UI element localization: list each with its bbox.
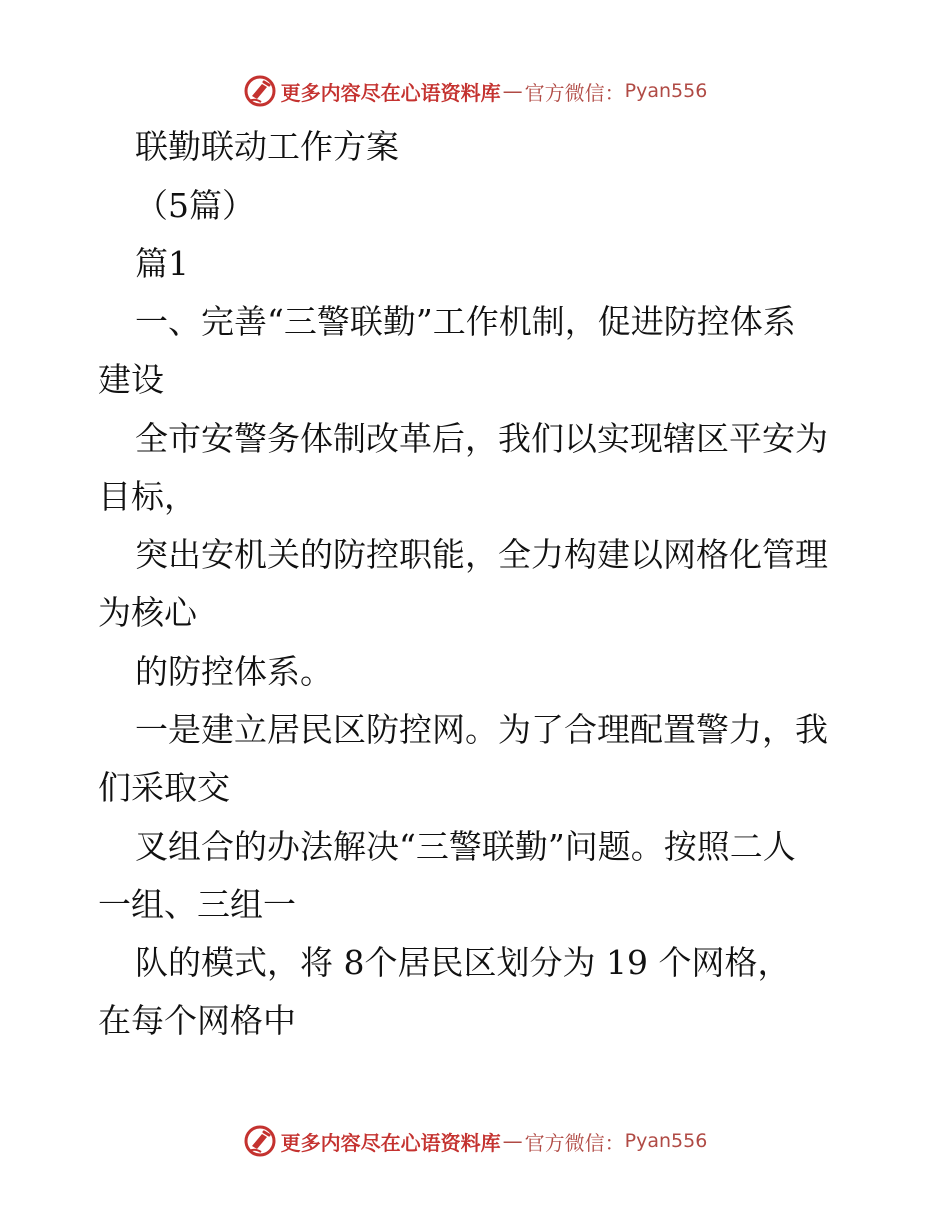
paragraph-line: 队的模式，将 8个居民区划分为 19 个网格， [135, 943, 791, 982]
paragraph-line: 目标， [98, 477, 197, 516]
header-library-text: 更多内容尽在心语资料库 [280, 80, 501, 105]
paragraph-line: 叉组合的办法解决“三警联勤”问题。按照二人 [135, 827, 796, 866]
document-subtitle: （5篇） [135, 186, 255, 225]
paragraph-line: 为核心 [98, 593, 197, 632]
footer-separator: — [502, 1129, 523, 1153]
paragraph-line: 全市安警务体制改革后，我们以实现辖区平安为 [135, 419, 828, 458]
paragraph-line: 一是建立居民区防控网。为了合理配置警力，我 [135, 710, 828, 749]
footer-wechat-id: Pyan556 [624, 1130, 708, 1152]
paragraph-line: 一、完善“三警联勤”工作机制，促进防控体系 [135, 302, 796, 341]
section-heading: 篇1 [135, 244, 189, 283]
library-logo-icon [243, 1124, 277, 1158]
paragraph-line: 建设 [98, 360, 164, 399]
header-official-label: 官方微信： [524, 80, 625, 105]
paragraph-line: 一组、三组一 [98, 885, 296, 924]
paragraph-line: 的防控体系。 [135, 652, 333, 691]
footer-banner [0, 1121, 950, 1161]
document-title: 联勤联动工作方案 [135, 127, 399, 166]
footer-library-text: 更多内容尽在心语资料库 [280, 1130, 501, 1155]
paragraph-line: 在每个网格中 [98, 1001, 296, 1040]
paragraph-line: 突出安机关的防控职能，全力构建以网格化管理 [135, 535, 828, 574]
footer-official-label: 官方微信： [524, 1130, 625, 1155]
header-separator: — [502, 79, 523, 103]
header-wechat-id: Pyan556 [624, 80, 708, 102]
paragraph-line: 们采取交 [98, 768, 230, 807]
